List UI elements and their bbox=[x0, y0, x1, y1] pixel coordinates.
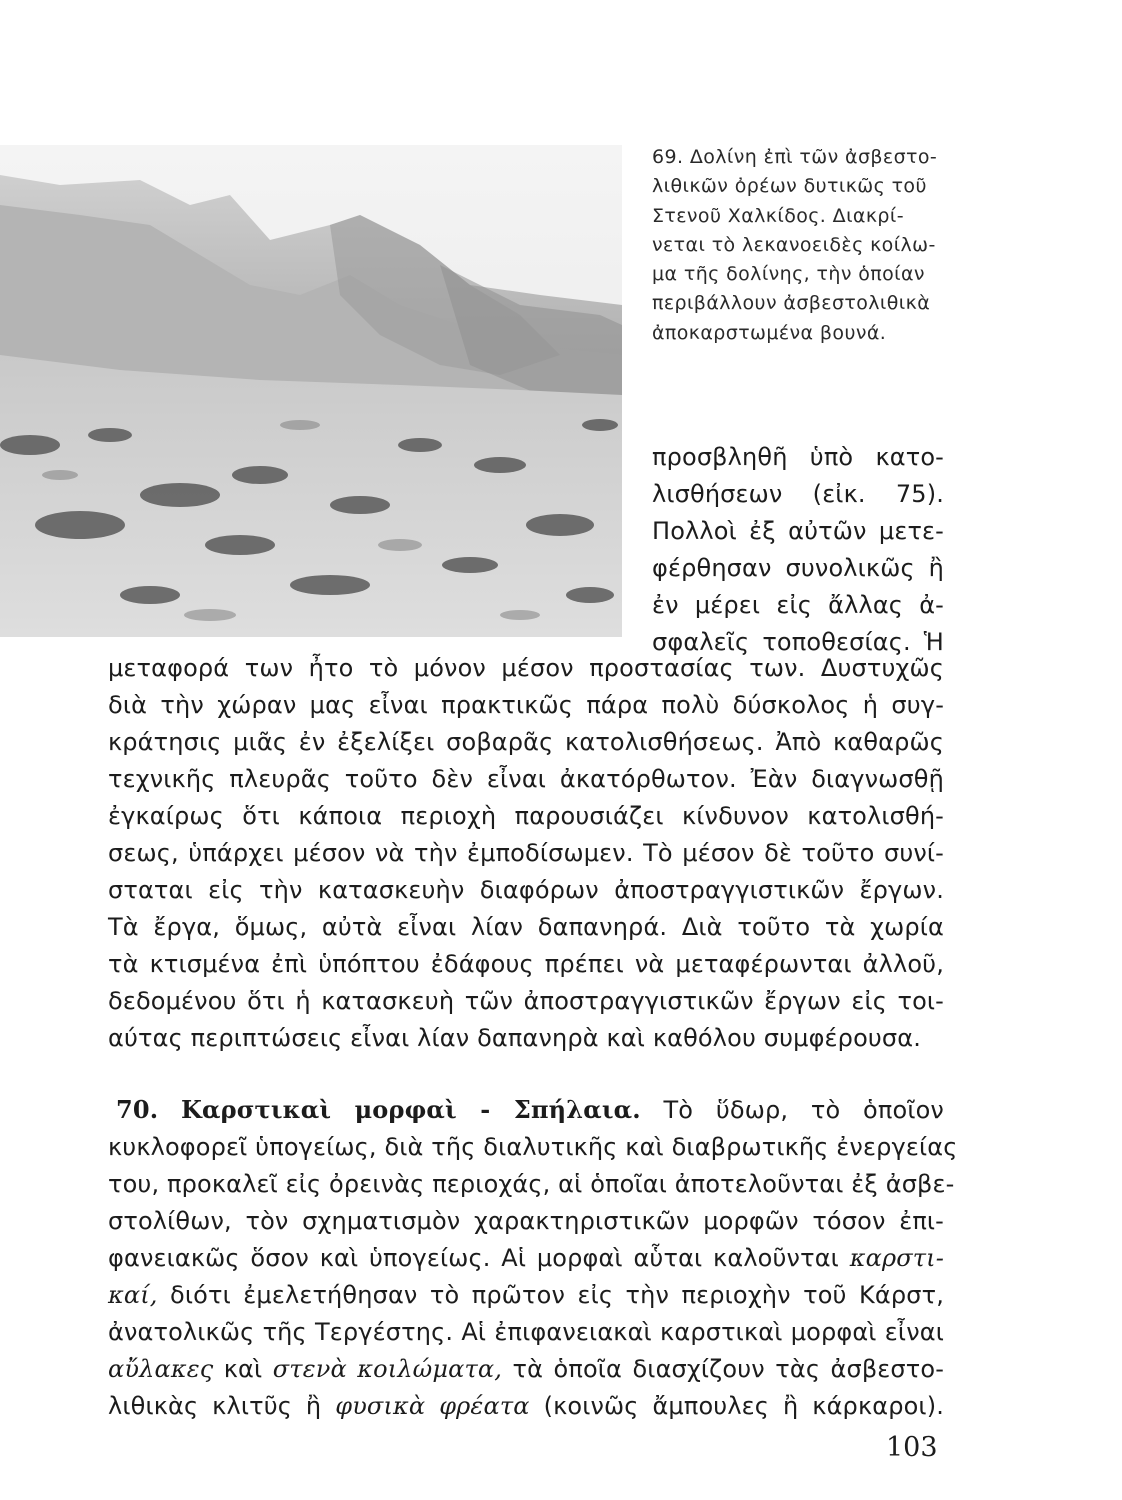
figure-caption bbox=[652, 143, 952, 348]
section-title: Καρστικαὶ μορφαὶ - Σπήλαια. bbox=[180, 1095, 641, 1124]
text-line: σεως, ὑπάρχει μέσον νὰ τὴν ἐμποδίσωμεν. Τὸ μέσον δὲ τοῦτο συνί- bbox=[108, 839, 944, 867]
caption-line: 69. Δολίνη ἐπὶ τῶν ἀσβεστο- bbox=[652, 146, 938, 168]
text-line bbox=[108, 1279, 944, 1311]
caption-line: λιθικῶν ὀρέων δυτικῶς τοῦ bbox=[652, 175, 927, 198]
section-text: (κοινῶς ἄμπουλες ἢ κάρκαροι). bbox=[543, 1392, 944, 1420]
section-heading-line bbox=[108, 1094, 944, 1126]
caption-line: περιβάλλουν ἀσβεστολιθικὰ bbox=[652, 292, 931, 315]
caption-line: Στενοῦ Χαλκίδος. Διακρί- bbox=[652, 204, 904, 227]
text-line: Τὰ ἔργα, ὅμως, αὐτὰ εἶναι λίαν δαπανηρά. Διὰ τοῦτο τὰ χωρία bbox=[108, 913, 944, 941]
section-text: τὰ ὁποῖα διασχίζουν τὰς ἀσβεστο- bbox=[512, 1355, 945, 1383]
section-text: φανειακῶς ὅσον καὶ ὑπογείως. Αἱ μορφαὶ αὗται καλοῦνται bbox=[108, 1244, 839, 1272]
text-line: διὰ τὴν χώραν μας εἶναι πρακτικῶς πάρα πολὺ δύσκολος ἡ συγ- bbox=[108, 691, 944, 719]
text-line: τὰ κτισμένα ἐπὶ ὑπόπτου ἐδάφους πρέπει νὰ μεταφέρωνται ἀλλοῦ, bbox=[108, 950, 944, 978]
text-line: αύτας περιπτώσεις εἶναι λίαν δαπανηρὰ καὶ καθόλου συμφέρουσα. bbox=[108, 1024, 922, 1052]
text-line: σταται εἰς τὴν κατασκευὴν διαφόρων ἀποστραγγιστικῶν ἔργων. bbox=[108, 876, 944, 904]
term-aulakes: αὔλακες bbox=[108, 1355, 214, 1383]
doline-photo-image bbox=[0, 145, 622, 637]
text-line: κυκλοφορεῖ ὑπογείως, διὰ τῆς διαλυτικῆς καὶ διαβρωτικῆς ἐνεργείας bbox=[108, 1133, 958, 1161]
text-line bbox=[108, 1242, 944, 1274]
section-number: 70. bbox=[116, 1095, 159, 1124]
text-line: στολίθων, τὸν σχηματισμὸν χαρακτηριστικῶν μορφῶν τόσον ἐπι- bbox=[108, 1207, 944, 1235]
text-line: λισθήσεων (εἰκ. 75). bbox=[652, 480, 944, 508]
section-text: διότι ἐμελετήθησαν τὸ πρῶτον εἰς τὴν περιοχὴν τοῦ Κάρστ, bbox=[170, 1281, 944, 1309]
text-line: ἀνατολικῶς τῆς Τεργέστης. Αἱ ἐπιφανειακαὶ καρστικαὶ μορφαὶ εἶναι bbox=[108, 1318, 944, 1346]
text-line: δεδομένου ὅτι ἡ κατασκευὴ τῶν ἀποστραγγιστικῶν ἔργων εἰς τοι- bbox=[108, 987, 944, 1015]
section-text: λιθικὰς κλιτῦς ἢ bbox=[108, 1392, 322, 1420]
caption-line: μα τῆς δολίνης, τὴν ὁποίαν bbox=[652, 263, 925, 286]
term-karst: καί, bbox=[108, 1281, 158, 1309]
caption-line: νεται τὸ λεκανοειδὲς κοίλω- bbox=[652, 233, 936, 256]
text-line: προσβληθῆ ὑπὸ κατο- bbox=[652, 443, 944, 471]
text-line bbox=[108, 1390, 944, 1422]
text-line: μεταφορά των ἦτο τὸ μόνον μέσον προστασίας των. Δυστυχῶς bbox=[108, 654, 944, 682]
text-line: του, προκαλεῖ εἰς ὀρεινὰς περιοχάς, αἱ ὁποῖαι ἀποτελοῦνται ἐξ ἀσβε- bbox=[108, 1170, 955, 1198]
text-line: Πολλοὶ ἐξ αὐτῶν μετε- bbox=[652, 517, 944, 545]
text-line: ἐγκαίρως ὅτι κάποια περιοχὴ παρουσιάζει κίνδυνον κατολισθή- bbox=[108, 802, 944, 830]
doline-photograph bbox=[0, 145, 622, 637]
text-line: τεχνικῆς πλευρᾶς τοῦτο δὲν εἶναι ἀκατόρθωτον. Ἐὰν διαγνωσθῇ bbox=[108, 765, 944, 793]
text-line: σφαλεῖς τοποθεσίας. Ἡ bbox=[652, 628, 944, 656]
term-koilomata: στενὰ κοιλώματα, bbox=[272, 1355, 503, 1383]
text-line bbox=[108, 1353, 944, 1385]
text-line: κράτησις μιᾶς ἐν ἐξελίξει σοβαρᾶς κατολισθήσεως. Ἀπὸ καθαρῶς bbox=[108, 728, 944, 756]
term-freata: φυσικὰ φρέατα bbox=[335, 1392, 530, 1420]
section-text: καὶ bbox=[223, 1355, 263, 1383]
section-text: Τὸ ὕδωρ, τὸ ὁποῖον bbox=[663, 1096, 944, 1124]
text-line: φέρθησαν συνολικῶς ἢ bbox=[652, 554, 944, 582]
term-karst: καρστι- bbox=[849, 1244, 945, 1272]
page-number: 103 bbox=[886, 1432, 938, 1463]
text-line: ἐν μέρει εἰς ἄλλας ἀ- bbox=[652, 591, 944, 619]
caption-line: ἀποκαρστωμένα βουνά. bbox=[652, 321, 887, 344]
